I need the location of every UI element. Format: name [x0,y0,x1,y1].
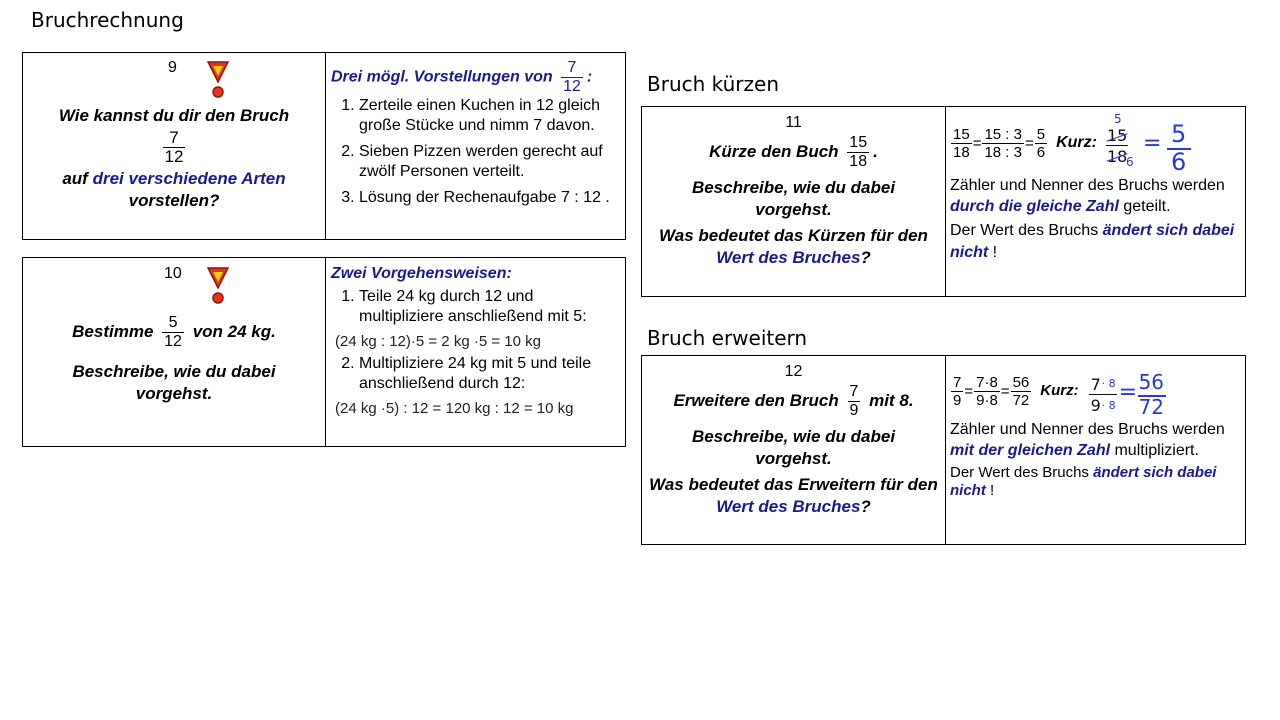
fraction-bar [1089,394,1117,395]
numerator: 56 [1012,373,1030,391]
question-mark: ? [860,497,871,516]
question-line-3: vorstellen? [128,191,220,210]
answer-list [331,287,619,419]
numerator: 7 [849,383,859,400]
rule-text-1 [950,420,1239,462]
numerator: 15 : 3 [984,125,1022,143]
card-12-question [642,356,946,544]
answer-item-3: 3. Lösung der Rechenaufgabe 7 : 12 . [359,188,619,208]
equals-sign: = [972,134,982,152]
denominator: 18 [953,143,970,161]
question-line-1 [23,314,325,351]
question-line-2: Beschreibe, wie du dabei vorgehst. [691,427,896,468]
handwritten-number: 5 [1170,120,1187,148]
question-text: mit 8. [869,390,914,410]
rule-text: ! [988,244,998,261]
denominator: 9 [953,391,962,409]
equals-sign: = [1024,134,1034,152]
question-line-1 [642,383,945,420]
denominator: 18 : 3 [984,143,1022,161]
answer-item-text: Multipliziere 24 kg mit 5 und teile anschließend durch 12: [359,355,592,392]
card-number: 12 [784,363,803,380]
answer-title-fraction [561,59,583,96]
equals-sign: = [1000,382,1010,400]
fraction-7-9 [848,383,861,420]
question-text: auf [62,169,93,188]
handwritten-number: 9 [1090,396,1101,415]
kurz-label: Kurz: [1040,382,1079,399]
rule-text: ! [985,482,995,499]
card-9-question [23,53,326,239]
question-text: von 24 kg. [192,321,276,341]
answer-item-text: Teile 24 kg durch 12 und multipliziere anschließend mit 5: [359,288,587,325]
card-number: 10 [164,265,182,282]
question-text: Bestimme [72,321,154,341]
fraction [1011,374,1032,409]
handwritten-multiplier: · 8 [1101,399,1116,412]
question-highlight: drei verschiedene Arten [92,169,286,188]
card-number: 9 [168,59,177,76]
calculation-1: (24 kg : 12)·5 = 2 kg ·5 = 10 kg [335,333,541,350]
rule-highlight: ändert sich dabei nicht [950,222,1235,261]
rule-highlight: durch die gleiche Zahl [950,198,1119,215]
denominator: 9·8 [976,391,998,409]
question-mark: ? [860,248,871,267]
answer-title: Zwei Vorgehensweisen: [331,265,512,282]
answer-item-1 [335,287,619,352]
numerator: 5 [162,314,184,333]
numerator: 7 [561,59,583,78]
denominator: 12 [164,333,182,350]
fraction-15-18 [847,134,869,171]
handwritten-number: 5 [1113,112,1122,126]
rule-text-2 [950,220,1239,264]
fraction [982,126,1024,161]
fraction-bar [1106,145,1128,146]
section-title-erweitern: Bruch erweitern [647,326,808,350]
rule-highlight: mit der gleichen Zahl [950,442,1111,459]
question-text: Was bedeutet das Erweitern für den [649,475,938,494]
rule-text-1 [950,176,1239,218]
fraction-7-12 [163,129,186,166]
card-10-question [23,258,326,446]
answer-list [331,96,619,208]
question-text: Erweitere den Bruch [673,390,839,410]
question-text: Kürze den Buch [709,141,839,161]
card-number: 11 [785,114,802,131]
fraction [974,374,1000,409]
handwritten-number: 15 [1106,126,1128,145]
fraction [951,374,963,409]
handwritten-number: 18 [1106,147,1128,166]
question-highlight: Wert des Bruches [716,248,861,267]
rule-text-2 [950,464,1239,500]
denominator: 12 [563,78,581,95]
handwritten-number: 72 [1138,395,1165,419]
handwritten-number: 7 [1090,375,1101,394]
handwritten-number: 6 [1125,155,1134,169]
numerator: 15 [849,134,868,151]
fraction [1035,126,1047,161]
question-line-2 [23,168,325,190]
numerator: 5 [1036,125,1046,143]
question-line-2: Beschreibe, wie du dabei vorgehst. [691,178,896,219]
denominator: 12 [164,147,184,166]
card-11-question [642,107,946,296]
answer-title [331,59,619,96]
handwritten-equals: = [1118,380,1138,405]
answer-item-2: 2. Sieben Pizzen werden gerecht auf zwölf Personen verteilt. [359,142,619,182]
question-line-1 [642,134,945,171]
handwritten-number: 6 [1170,148,1187,176]
handwritten-multiplier: · 8 [1101,377,1116,390]
numerator: 7 [953,373,962,391]
warning-icon [207,266,229,306]
rule-text: multipliziert. [1110,442,1199,459]
equals-sign: = [964,382,974,400]
question-line-3 [648,474,939,518]
question-line-3 [656,225,931,269]
question-dot: . [873,141,878,161]
numerator: 15 [953,125,970,143]
card-9 [22,52,626,240]
warning-icon [207,60,229,100]
handwritten-calculation [1089,361,1189,421]
calculation-row [950,356,1239,426]
rule-text: Zähler und Nenner des Bruchs werden [950,177,1225,194]
answer-item-1: 1. Zerteile einen Kuchen in 12 gleich große Stücke und nimm 7 davon. [359,96,619,136]
card-10-answer [326,258,625,446]
fraction-5-12 [162,314,184,351]
card-12 [641,355,1246,545]
card-10 [22,257,626,447]
answer-title-colon: : [586,68,593,86]
handwritten-number: 56 [1138,370,1165,394]
handwritten-calculation [1105,110,1223,176]
answer-title-text: Drei mögl. Vorstellungen von [331,68,553,86]
question-line-2: Beschreibe, wie du dabei vorgehst. [72,362,276,403]
rule-text: Der Wert des Bruchs [950,464,1094,481]
calculation-row [950,107,1239,179]
question-text: Was bedeutet das Kürzen für den [659,226,928,245]
kurz-label: Kurz: [1056,134,1097,151]
numerator: 7·8 [976,373,998,391]
denominator: 18 [849,153,868,170]
handwritten-equals: = [1142,131,1162,156]
denominator: 72 [1012,391,1030,409]
question-highlight: Wert des Bruches [716,497,861,516]
card-11-answer [946,107,1245,296]
section-title-kuerzen: Bruch kürzen [647,72,779,96]
question-line-1: Wie kannst du dir den Bruch [58,106,290,125]
denominator: 6 [1036,143,1046,161]
calculation-2: (24 kg ·5) : 12 = 120 kg : 12 = 10 kg [335,400,574,417]
denominator: 9 [849,402,859,419]
rule-text: Der Wert des Bruchs [950,222,1103,239]
fraction [951,126,972,161]
answer-item-2 [335,354,619,419]
rule-text: Zähler und Nenner des Bruchs werden [950,421,1225,438]
numerator: 7 [163,129,186,148]
card-9-answer [326,53,625,239]
card-11 [641,106,1246,297]
card-12-answer [946,356,1245,544]
rule-highlight: ändert sich dabei nicht [950,464,1217,499]
rule-text: geteilt. [1118,198,1171,215]
page-title: Bruchrechnung [31,8,184,32]
